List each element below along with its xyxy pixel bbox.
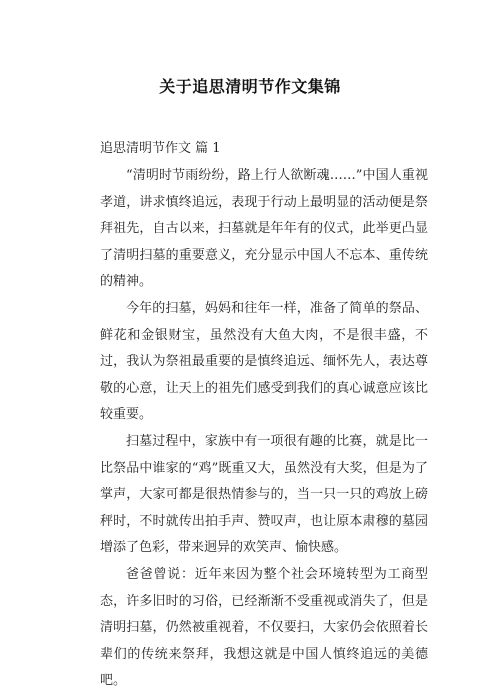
paragraph: 爸爸曾说：近年来因为整个社会环境转型为工商型态，许多旧时的习俗，已经渐渐不受重视或消失了，但是清明扫墓，仍然被重视着，不仅要扫，大家仍会依照着长辈们的传统来祭拜，我想这就是中国人慎终追远的美德吧。 [100,566,428,689]
section-heading: 追思清明节作文 篇 1 [100,141,221,156]
paragraph: 扫墓过程中，家族中有一项很有趣的比赛，就是比一比祭品中谁家的“鸡”既重又大，虽然没有大奖，但是为了掌声，大家可都是很热情参与的，当一只一只的鸡放上磅秤时，不时就传出拍手声、赞叹声，也让原本肃穆的墓园增添了色彩，带来迥异的欢笑声、愉快感。 [100,433,428,556]
document-title: 关于追思清明节作文集锦 [159,77,341,96]
paragraph: “清明时节雨纷纷，路上行人欲断魂……”中国人重视孝道，讲求慎终追远，表现于行动上最明显的活动便是祭拜祖先，自古以来，扫墓就是年年有的仪式，此举更凸显了清明扫墓的重要意义，充分显示中国人不忘本、重传统的精神。 [100,168,428,290]
article-body [100,163,428,695]
paragraph: 今年的扫墓，妈妈和往年一样，准备了简单的祭品、鲜花和金银财宝，虽然没有大鱼大肉，不是很丰盛，不过，我认为祭祖最重要的是慎终追远、缅怀先人，表达尊敬的心意，让天上的祖先们感受到我们的真心诚意应该比较重要。 [100,300,428,423]
